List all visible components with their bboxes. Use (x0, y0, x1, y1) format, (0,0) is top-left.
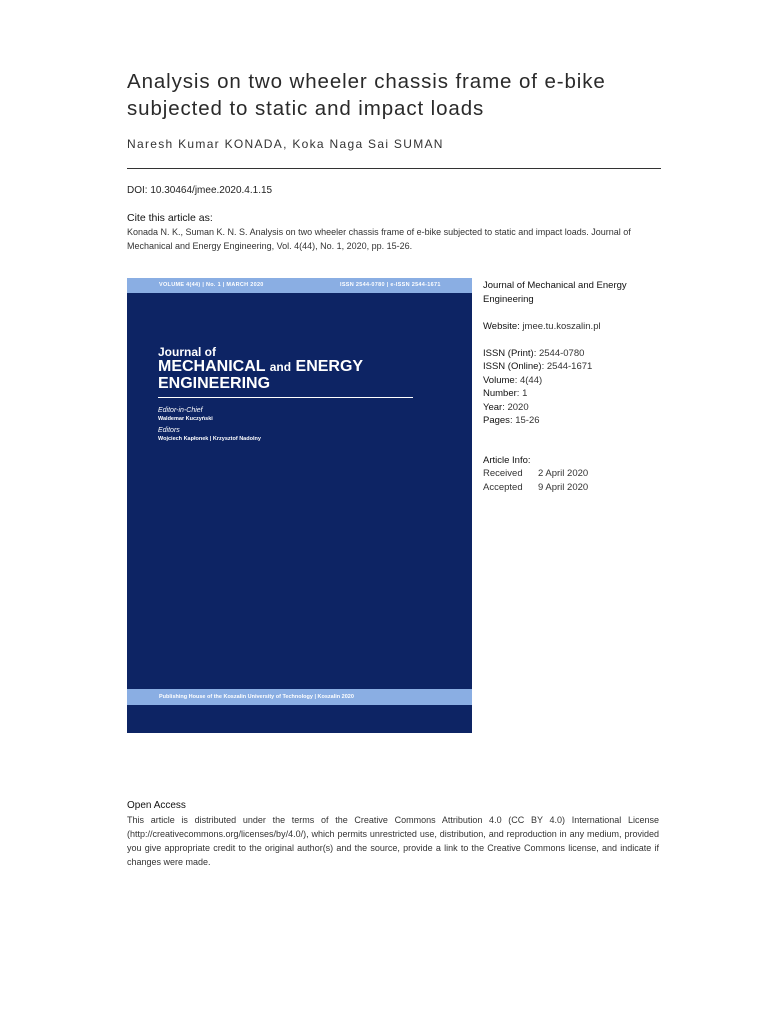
info-volume-value: : 4(44) (514, 374, 543, 386)
info-number-value: : 1 (516, 388, 528, 399)
info-journal-name: Journal of Mechanical and Energy Engineering (483, 280, 627, 305)
info-article-info-heading: Article Info: (483, 454, 531, 466)
journal-cover (127, 278, 472, 733)
info-website-link[interactable]: jmee.tu.koszalin.pl (519, 321, 601, 332)
cite-text: Konada N. K., Suman K. N. S. Analysis on two wheeler chassis frame of e-bike subjected to static and impact loads. Journal of Mechanical and Energy Engineering, Vol. 4(44), No. 1, 2020, pp. 15-26. (127, 227, 631, 251)
cite-heading: Cite this article as: (127, 212, 213, 224)
info-pages-value: : 15-26 (509, 415, 540, 426)
info-issn-online-label: ISSN (Online) (483, 361, 542, 372)
info-accepted (483, 481, 668, 495)
info-issn-online (483, 360, 668, 374)
cover-mechanical: MECHANICAL (158, 358, 266, 375)
cover-editor-in-chief-name: Waldemar Kuczyński (158, 416, 213, 422)
cover-editor-in-chief-label: Editor-in-Chief (158, 407, 203, 414)
cover-editors-names: Wojciech Kapłonek | Krzysztof Nadolny (158, 436, 261, 442)
article-title: Analysis on two wheeler chassis frame of e-bike subjected to static and impact loads (127, 70, 606, 120)
cover-divider (158, 397, 413, 398)
info-received-value: 2 April 2020 (538, 468, 589, 479)
info-volume-label: Volume (483, 374, 515, 386)
info-pages (483, 414, 668, 428)
header-divider (127, 168, 661, 169)
cover-top-bar (127, 278, 472, 293)
cover-engineering: ENGINEERING (158, 375, 271, 392)
doi-label: DOI (127, 185, 145, 196)
open-access-heading: Open Access (127, 800, 186, 811)
info-issn-print (483, 347, 668, 361)
cover-bottom-bar (127, 689, 472, 705)
info-website (483, 320, 668, 334)
doi-value[interactable]: : 10.30464/jmee.2020.4.1.15 (144, 185, 273, 196)
cover-issn-info: ISSN 2544-0780 | e-ISSN 2544-1671 (340, 282, 441, 288)
cover-editors-label: Editors (158, 427, 180, 434)
cover-mechanical-energy (158, 358, 363, 376)
info-number (483, 387, 668, 401)
info-year-value: : 2020 (502, 401, 529, 413)
info-issn-online-value: : 2544-1671 (541, 361, 593, 372)
info-year-label: Year (483, 401, 503, 413)
journal-info (483, 279, 668, 494)
cover-energy: ENERGY (295, 358, 364, 375)
cover-and: and (269, 360, 292, 374)
info-received-label: Received (483, 468, 523, 479)
info-number-label: Number (483, 388, 517, 399)
doi-line (127, 185, 272, 196)
info-accepted-value: 9 April 2020 (538, 481, 589, 493)
open-access-text: This article is distributed under the terms of the Creative Commons Attribution 4.0 (CC BY 4.0) International License (http://creativecommons.org/licenses/by/4.0/), which permits unrestricted use, distribution, and reproduction in any medium, provided you give appropriate credit to the original author(s) and the source, provide a link to the Creative Commons license, and indicate if changes were made. (127, 815, 659, 867)
info-issn-print-value: : 2544-0780 (533, 347, 585, 359)
info-pages-label: Pages (483, 415, 510, 426)
info-issn-print-label: ISSN (Print) (483, 347, 534, 359)
cover-journal-of: Journal of (158, 345, 217, 359)
info-year (483, 401, 668, 415)
cover-volume-info: VOLUME 4(44) | No. 1 | MARCH 2020 (159, 282, 264, 288)
authors: Naresh Kumar KONADA, Koka Naga Sai SUMAN (127, 137, 444, 151)
cover-publisher: Publishing House of the Koszalin University of Technology | Koszalin 2020 (159, 694, 354, 700)
info-accepted-label: Accepted (483, 481, 523, 493)
info-volume (483, 374, 668, 388)
info-website-label: Website: (483, 321, 520, 332)
info-received (483, 467, 668, 481)
